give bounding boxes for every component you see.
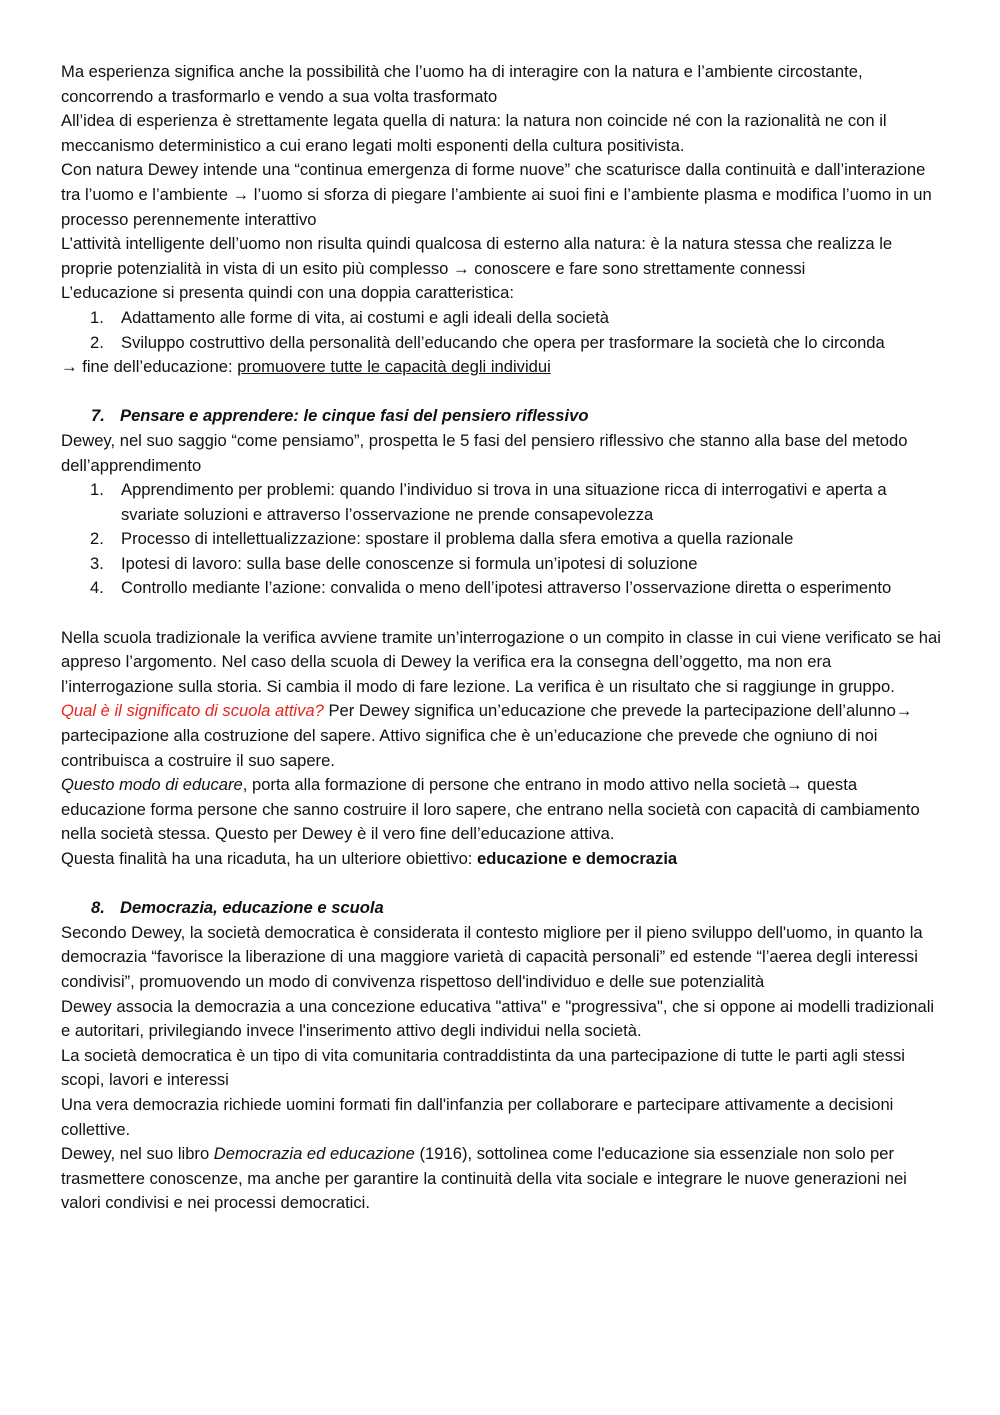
list-item (61, 576, 946, 601)
list-item-text: Sviluppo costruttivo della personalità dell’educando che opera per trasformare la società che lo circonda (121, 332, 885, 352)
list-item (61, 331, 946, 356)
paragraph: Una vera democrazia richiede uomini formati fin dall'infanzia per collaborare e partecipare attivamente a decisioni collettive. (61, 1094, 894, 1139)
list-number: 3. (90, 553, 104, 573)
section-number: 8. (91, 898, 105, 918)
paragraph: Dewey associa la democrazia a una concezione educativa "attiva" e "progressiva", che si oppone ai modelli tradizionali e autoritari, privilegiando invece l'inserimento attivo degli individui nella società. (61, 996, 935, 1041)
paragraph: La società democratica è un tipo di vita comunitaria contraddistinta da una partecipazione di tutte le parti agli stessi scopi, lavori e interessi (61, 1045, 905, 1090)
section-heading (61, 896, 946, 921)
italic-phrase: Questo modo di educare (61, 775, 243, 795)
list-item-text: Adattamento alle forme di vita, ai costumi e agli ideali della società (121, 307, 609, 327)
list-item (61, 552, 946, 577)
list-number: 2. (90, 332, 104, 352)
document-page (61, 60, 946, 1216)
list-number: 2. (90, 529, 104, 549)
list-item (61, 527, 946, 552)
list-item-text: Ipotesi di lavoro: sulla base delle conoscenze si formula un’ipotesi di soluzione (121, 553, 698, 573)
paragraph: Nella scuola tradizionale la verifica avviene tramite un’interrogazione o un compito in classe in cui viene verificato se hai appreso l’argomento. Nel caso della scuola di Dewey la verifica era la consegna dell’oggetto, ma non era l’interrogazione sulla storia. Si cambia il modo di fare lezione. La verifica è un risultato che si raggiunge in gruppo. (61, 627, 941, 696)
paragraph-text: (1916), sottolinea come l'educazione sia essenziale non solo per trasmettere conoscenze, ma anche per garantire la continuità della vita sociale e integrare le nuove generazioni nei valori condivisi e nei processi democratici. (61, 1144, 907, 1213)
paragraph (61, 773, 946, 847)
paragraph (61, 1142, 946, 1216)
paragraph: All’idea di esperienza è strettamente legata quella di natura: la natura non coincide né con la razionalità ne con il meccanismo deterministico a cui erano legati molti esponenti della cultura positivista. (61, 111, 887, 155)
paragraph-text: Per Dewey significa un’educazione che prevede la partecipazione dell’alunno→ partecipazione alla costruzione del sapere. Attivo significa che è un’educazione che prevede che ogniuno di noi contribuisca a costruire il suo sapere. (61, 701, 913, 770)
section-heading (61, 404, 946, 429)
paragraph: L’attività intelligente dell’uomo non risulta quindi qualcosa di esterno alla natura: è la natura stessa che realizza le proprie potenzialità in vista di un esito più complesso → conoscere e fare sono strettamente connessi (61, 234, 893, 278)
fine-underlined: promuovere tutte le capacità degli individui (237, 357, 551, 377)
list-item (61, 478, 946, 527)
paragraph: Con natura Dewey intende una “continua emergenza di forme nuove” che scaturisce dalla continuità e dall’interazione tra l’uomo e l’ambiente → l’uomo si sforza di piegare l’ambiente ai suoi fini e l’ambiente plasma e modifica l’uomo in un processo perennemente interattivo (61, 160, 932, 229)
numbered-list (61, 306, 946, 355)
list-item-text: Controllo mediante l’azione: convalida o meno dell’ipotesi attraverso l’osservazione diretta o esperimento (121, 578, 892, 598)
section-title: Democrazia, educazione e scuola (120, 898, 384, 918)
list-number: 4. (90, 578, 104, 598)
numbered-list (61, 478, 946, 601)
fine-prefix: → fine dell’educazione: (61, 357, 238, 377)
list-item-text: Processo di intellettualizzazione: spostare il problema dalla sfera emotiva a quella razionale (121, 529, 794, 549)
list-number: 1. (90, 307, 104, 327)
paragraph: L’educazione si presenta quindi con una doppia caratteristica: (61, 283, 514, 303)
list-number: 1. (90, 480, 104, 500)
paragraph (61, 847, 946, 872)
paragraph: Secondo Dewey, la società democratica è considerata il contesto migliore per il pieno sviluppo dell'uomo, in quanto la democrazia “favorisce la liberazione di una maggiore varietà di capacità personali” ed estende “l’aerea degli interessi condivisi”, promuovendo un modo di convivenza rispettoso dell'individuo e delle sue potenzialità (61, 922, 923, 991)
paragraph-text: Questa finalità ha una ricaduta, ha un ulteriore obiettivo: (61, 849, 478, 868)
paragraph: Ma esperienza significa anche la possibilità che l’uomo ha di interagire con la natura e l’ambiente circostante, concorrendo a trasformarlo e vendo a sua volta trasformato (61, 62, 863, 106)
list-item (61, 306, 946, 331)
highlighted-question: Qual è il significato di scuola attiva? (61, 701, 324, 721)
section-title: Pensare e apprendere: le cinque fasi del pensiero riflessivo (120, 406, 589, 426)
paragraph-text: , porta alla formazione di persone che entrano in modo attivo nella società→ questa educazione forma persone che sanno costruire il loro sapere, che entrano nella società con capacità di cambiamento nella società stessa. Questo per Dewey è il vero fine dell’educazione attiva. (61, 775, 920, 844)
paragraph: Dewey, nel suo saggio “come pensiamo”, prospetta le 5 fasi del pensiero riflessivo che stanno alla base del metodo dell’apprendimento (61, 430, 908, 475)
book-title: Democrazia ed educazione (213, 1144, 415, 1164)
bold-phrase: educazione e democrazia (477, 849, 678, 868)
paragraph (61, 355, 946, 380)
paragraph-text: Dewey, nel suo libro (61, 1144, 214, 1164)
list-item-text: Apprendimento per problemi: quando l’individuo si trova in una situazione ricca di interrogativi e aperta a svariate soluzioni e attraverso l’osservazione ne prende consapevolezza (121, 480, 887, 524)
section-number: 7. (91, 406, 105, 426)
paragraph (61, 699, 946, 773)
